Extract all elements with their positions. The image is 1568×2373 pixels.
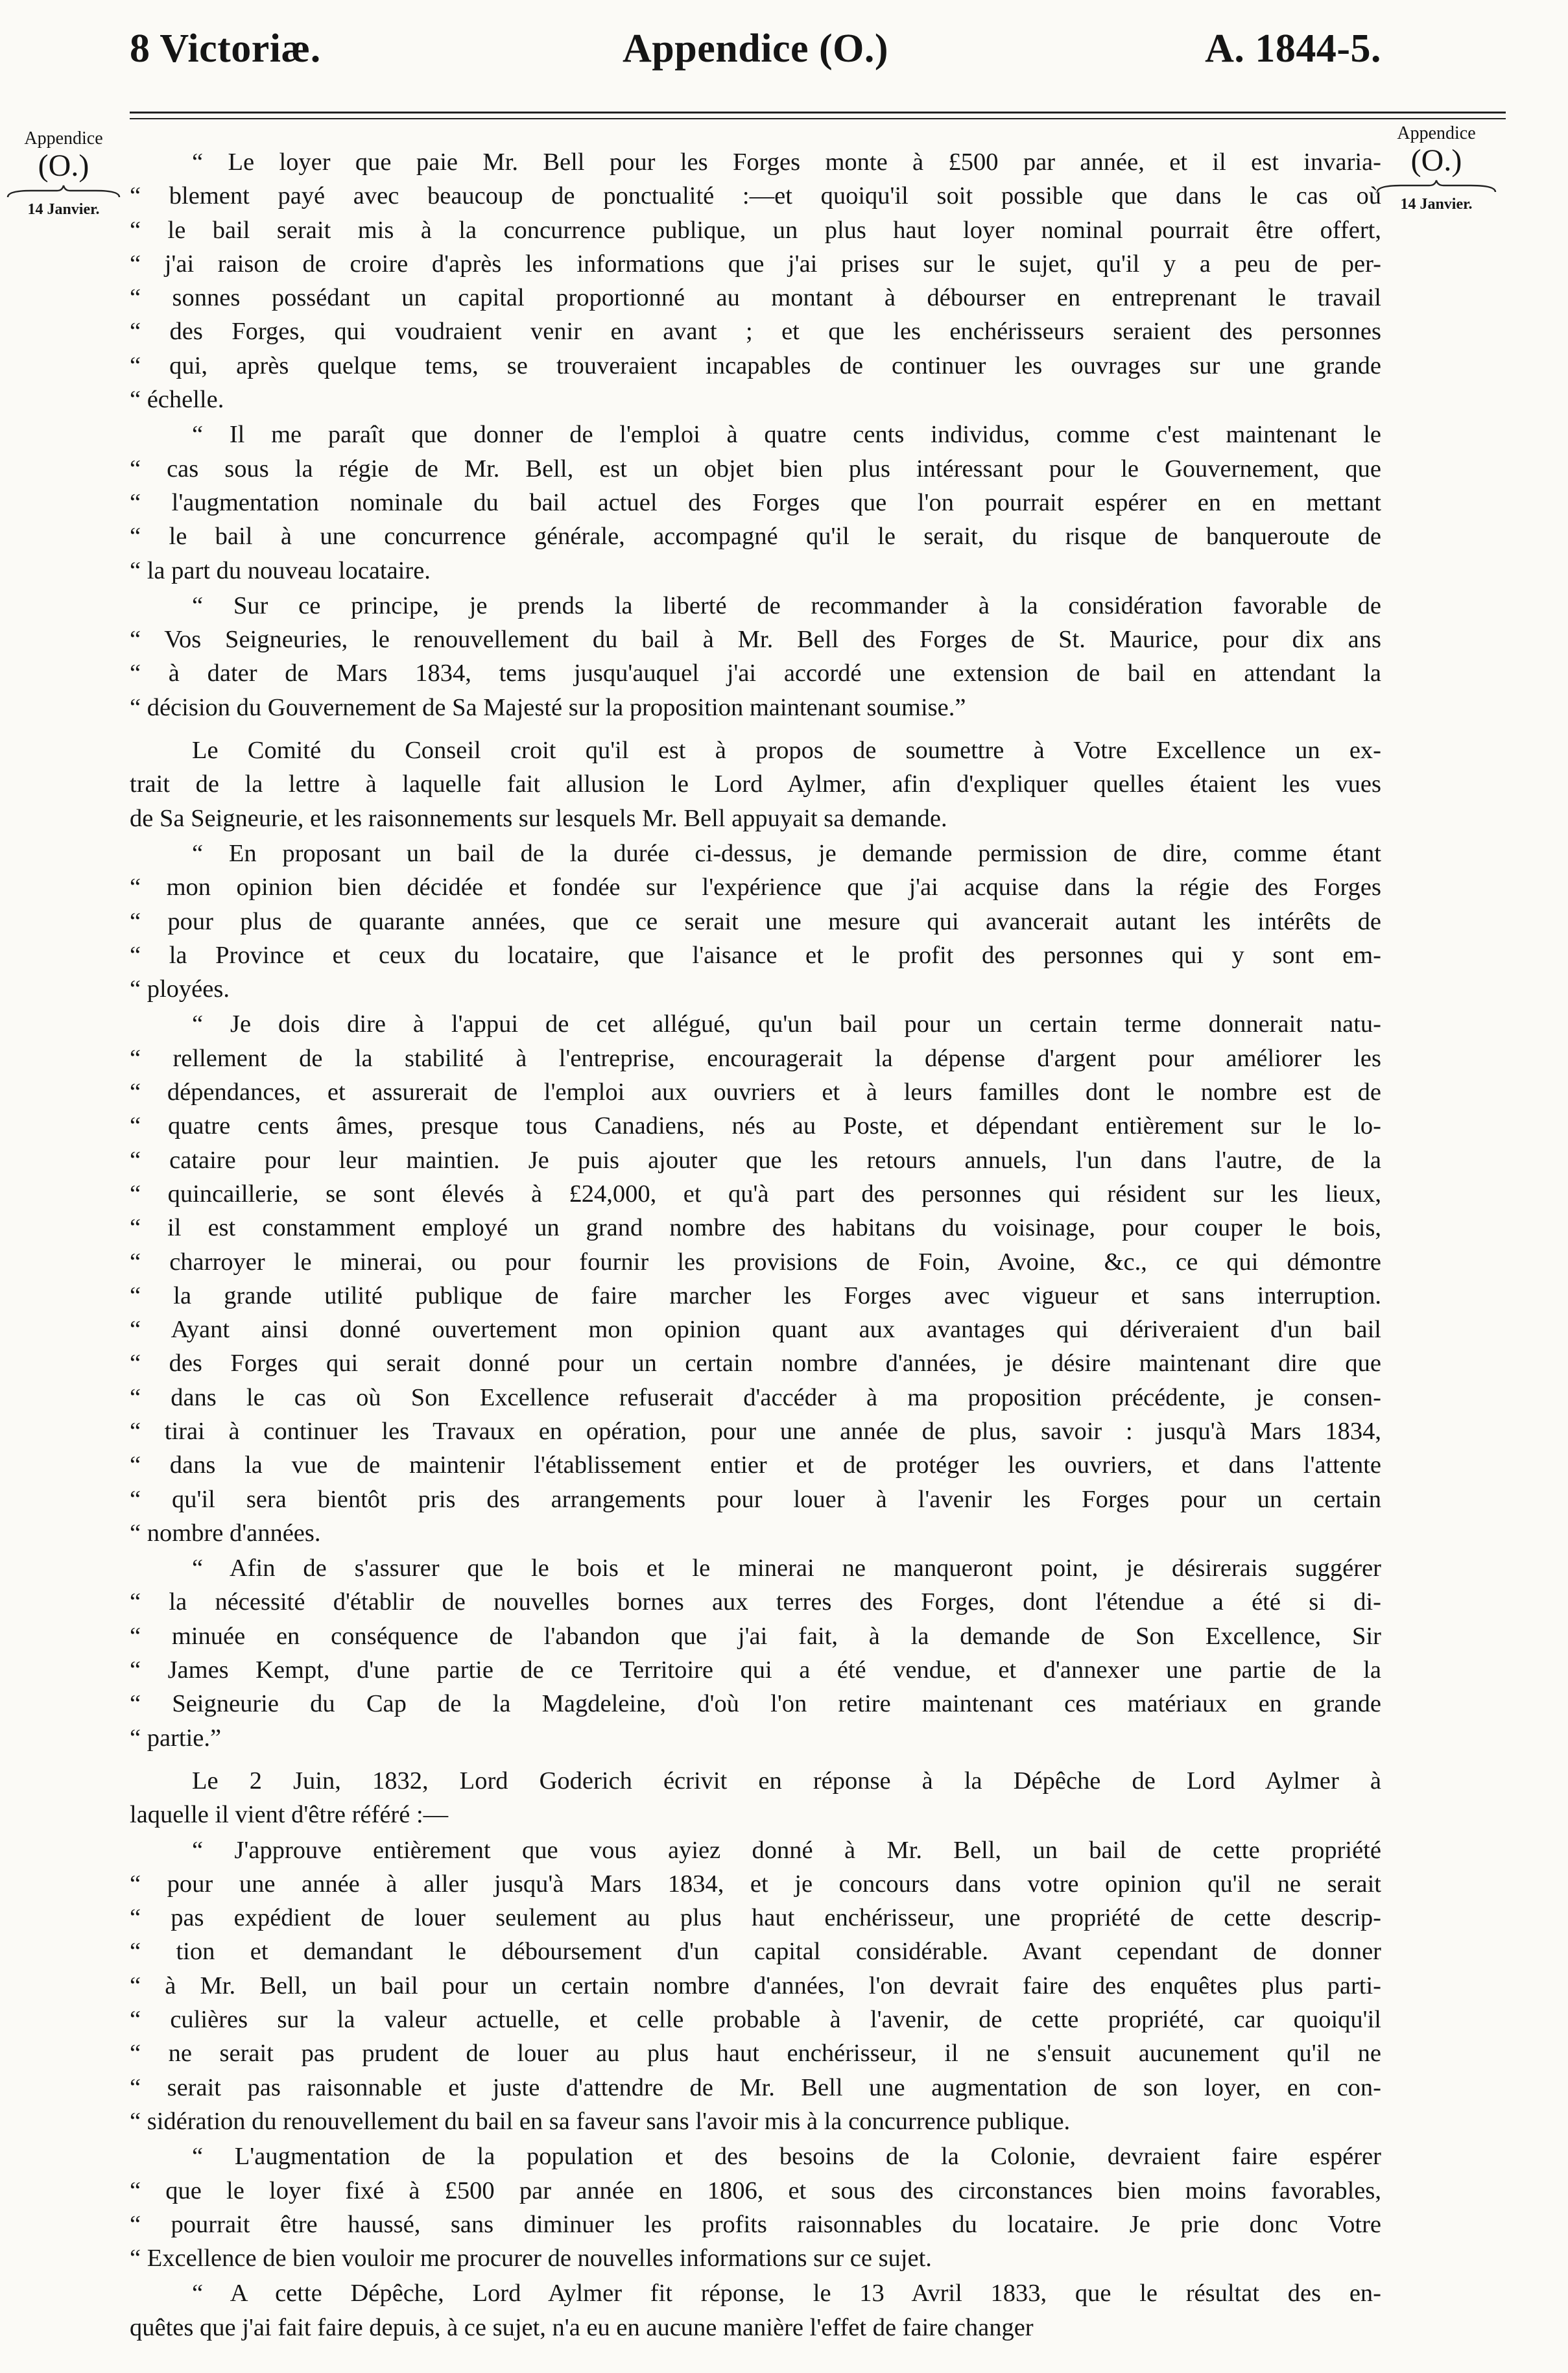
text-line: “ échelle.	[130, 386, 224, 414]
quoted-paragraph	[130, 145, 1381, 416]
text-line: “ à dater de Mars 1834, tems jusqu'auquel j'ai accordé une extension de bail en attendant la	[130, 660, 1381, 687]
text-line: “ ployées.	[130, 975, 230, 1003]
text-line: “ J'approuve entièrement que vous ayiez donné à Mr. Bell, un bail de cette propriété	[192, 1836, 1381, 1864]
margin-note-date: 14 Janvier.	[27, 201, 100, 218]
text-line: “ Afin de s'assurer que le bois et le minerai ne manqueront point, je désirerais suggérer	[192, 1555, 1381, 1582]
margin-note-left	[5, 128, 122, 219]
text-line: “ partie.”	[130, 1724, 222, 1752]
text-line: “ ne serait pas prudent de louer au plus haut enchérisseur, il ne s'ensuit aucunement qu'il ne	[130, 2040, 1381, 2068]
text-line: “ minuée en conséquence de l'abandon que j'ai fait, à la demande de Son Excellence, Sir	[130, 1622, 1381, 1650]
text-line: de Sa Seigneurie, et les raisonnements sur lesquels Mr. Bell appuyait sa demande.	[130, 804, 947, 832]
brace-icon	[1375, 178, 1498, 196]
text-line: “ tirai à continuer les Travaux en opération, pour une année de plus, savoir : jusqu'à Mars 1834,	[130, 1417, 1381, 1445]
quoted-paragraph	[130, 837, 1381, 1006]
text-line: “ la nécessité d'établir de nouvelles bornes aux terres des Forges, dont l'étendue a été si di-	[130, 1588, 1381, 1616]
text-line: “ cataire pour leur maintien. Je puis ajouter que les retours annuels, l'un dans l'autre, de la	[130, 1146, 1381, 1174]
text-line: “ Seigneurie du Cap de la Magdeleine, d'où l'on retire maintenant ces matériaux en grande	[130, 1690, 1381, 1718]
text-line: “ rellement de la stabilité à l'entreprise, encouragerait la dépense d'argent pour améliorer les	[130, 1044, 1381, 1072]
margin-note-code: (O.)	[38, 149, 89, 183]
text-line: “ pas expédient de louer seulement au plus haut enchérisseur, une propriété de cette descrip-	[130, 1904, 1381, 1932]
text-line: “ la part du nouveau locataire.	[130, 556, 431, 584]
text-line: Le Comité du Conseil croit qu'il est à propos de soumettre à Votre Excellence un ex-	[192, 737, 1381, 765]
quoted-paragraph	[130, 418, 1381, 587]
margin-note-title: Appendice	[1397, 123, 1476, 143]
text-line: “ dépendances, et assurerait de l'emploi aux ouvriers et à leurs familles dont le nombre est de	[130, 1079, 1381, 1106]
quoted-paragraph	[130, 2276, 1381, 2344]
brace-icon	[5, 183, 122, 201]
margin-note-title: Appendice	[24, 128, 103, 149]
header-year: A. 1844-5.	[1205, 27, 1381, 71]
text-line: “ à Mr. Bell, un bail pour un certain nombre d'années, l'on devrait faire des enquêtes plus parti-	[130, 1972, 1381, 1999]
text-line: “ le bail à une concurrence générale, accompagné qu'il le serait, du risque de banqueroute de	[130, 523, 1381, 551]
text-line: “ nombre d'années.	[130, 1519, 321, 1547]
body-paragraph	[130, 733, 1381, 835]
text-line: “ pour une année à aller jusqu'à Mars 1834, et je concours dans votre opinion qu'il ne serait	[130, 1870, 1381, 1898]
quoted-paragraph	[130, 1833, 1381, 2139]
text-line: “ sidération du renouvellement du bail en sa faveur sans l'avoir mis à la concurrence publique.	[130, 2107, 1071, 2135]
text-line: “ dans la vue de maintenir l'établissement entier et de protéger les ouvriers, et dans l'attente	[130, 1451, 1381, 1479]
text-line: “ que le loyer fixé à £500 par année en 1806, et sous des circonstances bien moins favorables,	[130, 2176, 1381, 2204]
text-line: “ tion et demandant le déboursement d'un capital considérable. Avant cependant de donner	[130, 1938, 1381, 1966]
text-line: “ sonnes possédant un capital proportionné au montant à débourser en entreprenant le travail	[130, 284, 1381, 312]
margin-note-right	[1375, 123, 1498, 213]
quoted-paragraph	[130, 589, 1381, 724]
text-line: “ Je dois dire à l'appui de cet allégué, qu'un bail pour un certain terme donnerait natu-	[192, 1010, 1381, 1038]
text-line: “ James Kempt, d'une partie de ce Territoire qui a été vendue, et d'annexer une partie de la	[130, 1656, 1381, 1684]
text-line: “ pourrait être haussé, sans diminuer les profits raisonnables du locataire. Je prie donc Votre	[130, 2210, 1381, 2238]
text-line: “ culières sur la valeur actuelle, et celle probable à l'avenir, de cette propriété, car quoiqu'il	[130, 2006, 1381, 2034]
text-line: “ charroyer le minerai, ou pour fournir les provisions de Foin, Avoine, &c., ce qui démontre	[130, 1248, 1381, 1276]
text-line: “ dans le cas où Son Excellence refuserait d'accéder à ma proposition précédente, je consen-	[130, 1383, 1381, 1411]
document-body	[130, 144, 1381, 2344]
quoted-paragraph	[130, 1007, 1381, 1550]
running-header	[130, 26, 1381, 78]
quoted-paragraph	[130, 1551, 1381, 1755]
header-appendix: Appendice (O.)	[623, 27, 888, 71]
text-line: “ A cette Dépêche, Lord Aylmer fit réponse, le 13 Avril 1833, que le résultat des en-	[192, 2280, 1381, 2307]
text-line: “ pour plus de quarante années, que ce serait une mesure qui avancerait autant les intérêts de	[130, 907, 1381, 935]
text-line: “ qu'il sera bientôt pris des arrangements pour louer à l'avenir les Forges pour un certain	[130, 1485, 1381, 1513]
header-session: 8 Victoriæ.	[130, 27, 321, 71]
text-line: “ cas sous la régie de Mr. Bell, est un objet bien plus intéressant pour le Gouvernement, que	[130, 455, 1381, 483]
text-line: “ Le loyer que paie Mr. Bell pour les Forges monte à £500 par année, et il est invaria-	[192, 149, 1381, 176]
body-paragraph	[130, 1764, 1381, 1832]
margin-note-date: 14 Janvier.	[1400, 196, 1473, 213]
text-line: quêtes que j'ai fait faire depuis, à ce sujet, n'a eu en aucune manière l'effet de faire changer	[130, 2313, 1034, 2341]
text-line: “ le bail serait mis à la concurrence publique, un plus haut loyer nominal pourrait être offert,	[130, 216, 1381, 244]
text-line: trait de la lettre à laquelle fait allusion le Lord Aylmer, afin d'expliquer quelles étaient les vues	[130, 770, 1381, 798]
text-line: “ j'ai raison de croire d'après les informations que j'ai prises sur le sujet, qu'il y a peu de per-	[130, 250, 1381, 278]
text-line: “ serait pas raisonnable et juste d'attendre de Mr. Bell une augmentation de son loyer, en con-	[130, 2073, 1381, 2101]
header-rule-thick	[130, 112, 1506, 113]
text-line: “ des Forges, qui voudraient venir en avant ; et que les enchérisseurs seraient des personnes	[130, 318, 1381, 346]
text-line: “ Ayant ainsi donné ouvertement mon opinion quant aux avantages qui dériveraient d'un bail	[130, 1316, 1381, 1344]
text-line: “ mon opinion bien décidée et fondée sur l'expérience que j'ai acquise dans la régie des Forges	[130, 874, 1381, 901]
header-rule-thin	[130, 118, 1506, 119]
text-line: “ l'augmentation nominale du bail actuel des Forges que l'on pourrait espérer en en mettant	[130, 488, 1381, 516]
text-line: “ décision du Gouvernement de Sa Majesté sur la proposition maintenant soumise.”	[130, 693, 966, 721]
text-line: laquelle il vient d'être référé :—	[130, 1801, 449, 1829]
text-line: “ quatre cents âmes, presque tous Canadiens, nés au Poste, et dépendant entièrement sur le lo-	[130, 1112, 1381, 1140]
text-line: “ Il me paraît que donner de l'emploi à quatre cents individus, comme c'est maintenant le	[192, 421, 1381, 449]
text-line: “ il est constamment employé un grand nombre des habitans du voisinage, pour couper le bois,	[130, 1214, 1381, 1242]
text-line: “ la Province et ceux du locataire, que l'aisance et le profit des personnes qui y sont em-	[130, 941, 1381, 969]
text-line: “ Excellence de bien vouloir me procurer de nouvelles informations sur ce sujet.	[130, 2245, 932, 2272]
text-line: “ quincaillerie, se sont élevés à £24,000, et qu'à part des personnes qui résident sur les lieux,	[130, 1180, 1381, 1208]
text-line: “ L'augmentation de la population et des besoins de la Colonie, devraient faire espérer	[192, 2143, 1381, 2171]
text-line: “ Sur ce principe, je prends la liberté de recommander à la considération favorable de	[192, 591, 1381, 619]
text-line: “ des Forges qui serait donné pour un certain nombre d'années, je désire maintenant dire que	[130, 1350, 1381, 1377]
text-line: “ blement payé avec beaucoup de ponctualité :—et quoiqu'il soit possible que dans le cas où	[130, 182, 1381, 210]
text-line: “ la grande utilité publique de faire marcher les Forges avec vigueur et sans interruption.	[130, 1282, 1381, 1309]
margin-note-code: (O.)	[1410, 143, 1462, 178]
text-line: “ Vos Seigneuries, le renouvellement du bail à Mr. Bell des Forges de St. Maurice, pour dix ans	[130, 626, 1381, 654]
quoted-paragraph	[130, 2140, 1381, 2275]
text-line: Le 2 Juin, 1832, Lord Goderich écrivit en réponse à la Dépêche de Lord Aylmer à	[192, 1767, 1381, 1795]
text-line: “ qui, après quelque tems, se trouveraient incapables de continuer les ouvrages sur une grande	[130, 352, 1381, 379]
text-line: “ En proposant un bail de la durée ci-dessus, je demande permission de dire, comme étant	[192, 839, 1381, 867]
